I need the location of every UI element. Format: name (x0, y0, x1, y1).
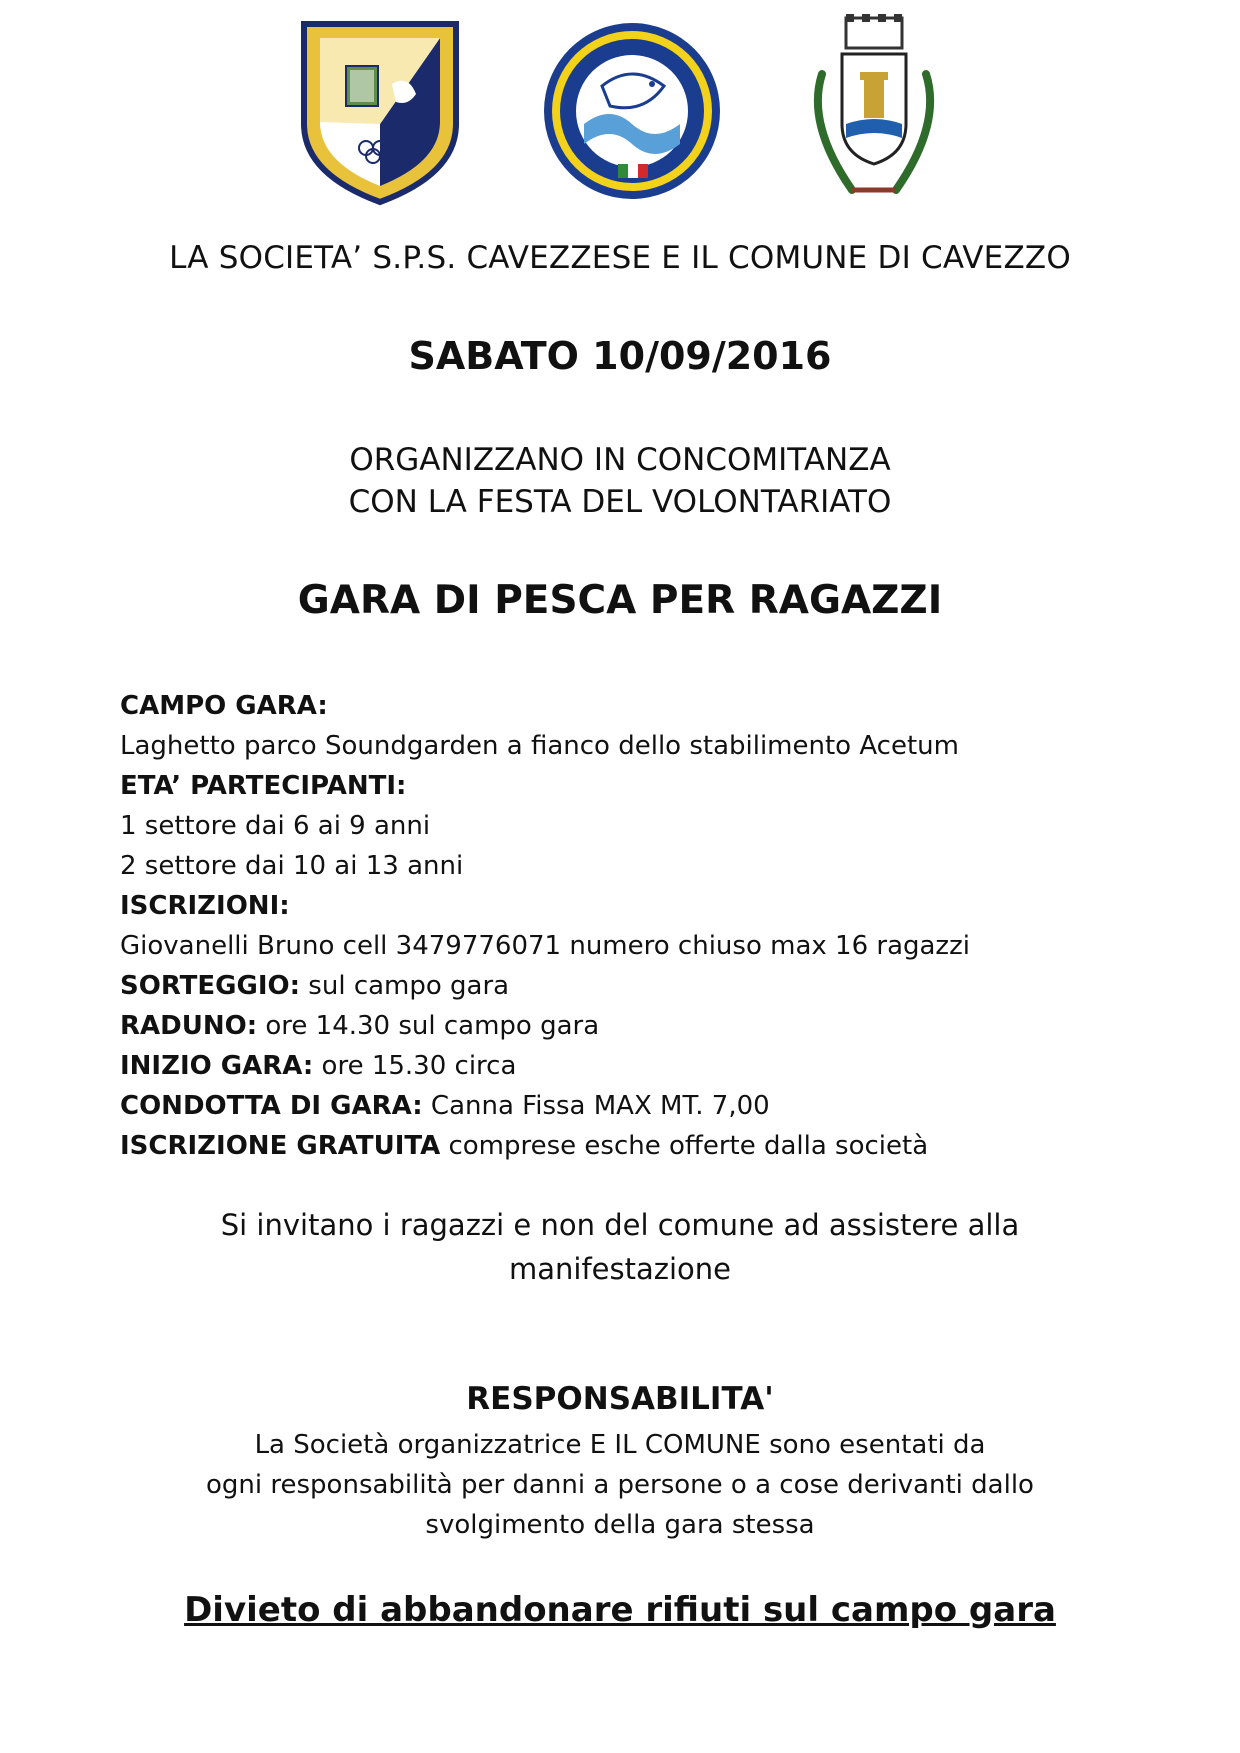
iscrizioni-label-row (120, 886, 1200, 926)
gratuita-label: ISCRIZIONE GRATUITA (120, 1131, 441, 1161)
raduno-label: RADUNO: (120, 1011, 258, 1041)
iscrizioni-label: ISCRIZIONI: (120, 891, 290, 921)
organize-line-2: CON LA FESTA DEL VOLONTARIATO (348, 484, 892, 520)
responsibility-line-1: La Società organizzatrice E IL COMUNE sono esentati da (254, 1430, 986, 1460)
condotta-row (120, 1086, 1200, 1126)
event-details (120, 686, 1200, 1166)
condotta-label: CONDOTTA DI GARA: (120, 1091, 423, 1121)
sps-cavezzese-crest-icon (296, 14, 464, 206)
responsibility-title: RESPONSABILITA' (466, 1381, 774, 1417)
organizers-line: LA SOCIETA’ S.P.S. CAVEZZESE E IL COMUNE DI CAVEZZO (169, 240, 1071, 276)
eta-partecipanti-label: ETA’ PARTECIPANTI: (120, 771, 407, 801)
sps-cavezzese-logo (296, 14, 464, 206)
eta-sector-1: 1 settore dai 6 ai 9 anni (120, 811, 431, 841)
fipsas-logo (540, 14, 724, 208)
responsibility-line-3: svolgimento della gara stessa (425, 1510, 815, 1540)
invite-line-2: manifestazione (508, 1252, 731, 1286)
organize-line-1: ORGANIZZANO IN CONCOMITANZA (349, 442, 891, 478)
sorteggio-row (120, 966, 1200, 1006)
inizio-gara-value: ore 15.30 circa (313, 1051, 517, 1081)
iscrizioni-value: Giovanelli Bruno cell 3479776071 numero chiuso max 16 ragazzi (120, 931, 970, 961)
campo-gara-label-row (120, 686, 1200, 726)
responsibility-line-2: ogni responsabilità per danni a persone o a cose derivanti dallo (206, 1470, 1034, 1500)
event-date: SABATO 10/09/2016 (408, 334, 832, 378)
campo-gara-value: Laghetto parco Soundgarden a fianco dello stabilimento Acetum (120, 731, 959, 761)
raduno-row (120, 1006, 1200, 1046)
cavezzo-arms-icon (792, 14, 956, 214)
event-title: GARA DI PESCA PER RAGAZZI (297, 578, 943, 623)
gratuita-row (120, 1126, 1200, 1166)
sorteggio-label: SORTEGGIO: (120, 971, 301, 1001)
fipsas-emblem-icon (540, 14, 724, 208)
litter-ban-notice: Divieto di abbandonare rifiuti sul campo gara (184, 1590, 1056, 1630)
inizio-gara-label: INIZIO GARA: (120, 1051, 314, 1081)
campo-gara-label: CAMPO GARA: (120, 691, 328, 721)
eta-sector-2: 2 settore dai 10 ai 13 anni (120, 851, 464, 881)
eta-partecipanti-label-row (120, 766, 1200, 806)
gratuita-value: comprese esche offerte dalla società (440, 1131, 929, 1161)
sorteggio-value: sul campo gara (300, 971, 510, 1001)
cavezzo-arms-logo (792, 14, 956, 214)
condotta-value: Canna Fissa MAX MT. 7,00 (422, 1091, 770, 1121)
invite-line-1: Si invitano i ragazzi e non del comune ad assistere alla (220, 1208, 1020, 1242)
inizio-gara-row (120, 1046, 1200, 1086)
raduno-value: ore 14.30 sul campo gara (257, 1011, 600, 1041)
